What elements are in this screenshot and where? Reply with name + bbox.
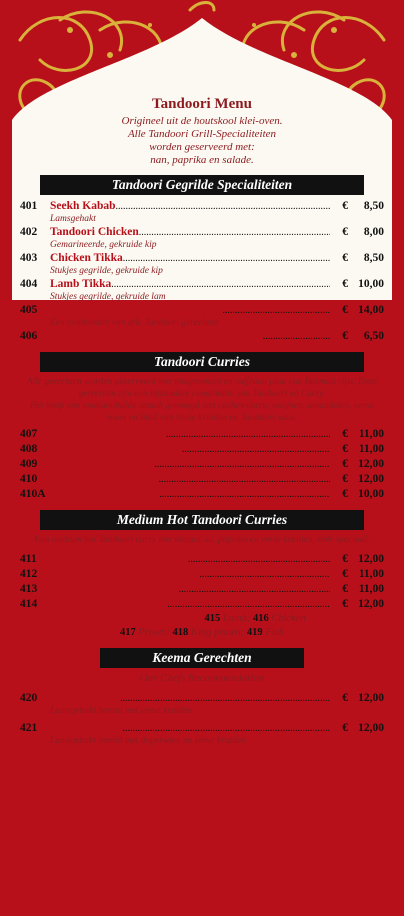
item-price: 11,00 bbox=[358, 568, 384, 580]
item-name: Tandoori Chicken bbox=[50, 226, 139, 238]
currency: € bbox=[342, 200, 348, 212]
item-price: 11,00 bbox=[358, 583, 384, 595]
currency: € bbox=[342, 473, 348, 485]
item-name: Lamb Tikka Jal-Ferizi (hot) bbox=[50, 553, 188, 565]
item-number: 405 bbox=[20, 304, 38, 316]
menu-item bbox=[20, 457, 384, 472]
item-price: 12,00 bbox=[358, 722, 384, 734]
item-name: Lamb Tikka Massala bbox=[50, 458, 155, 470]
item-number: 408 bbox=[20, 443, 38, 455]
section-banner-hot: Medium Hot Tandoori Curries bbox=[40, 510, 364, 530]
keema-list bbox=[20, 691, 384, 747]
intro-line-2: Alle Tandoori Grill-Specialiteiten bbox=[127, 128, 277, 140]
currency: € bbox=[342, 252, 348, 264]
hot-note: Een medium hot Tandoori curry met tomaat, ui, paprika en verse kruiden, zéér speciaal. bbox=[34, 535, 370, 545]
curries-note-1: Alle gerechten worden geserveerd met mixgroenten en saffraan plau van Basmati rijst. Deze gerechten zijn een bijzondere combinatie van Tandoori en Curry. bbox=[26, 377, 378, 399]
tawa-name: Prawn; bbox=[138, 627, 170, 638]
item-price: 11,00 bbox=[358, 443, 384, 455]
menu-item bbox=[20, 487, 384, 502]
fax-number: Fax: 070 - 415 44 64 bbox=[160, 845, 288, 861]
item-price: 12,00 bbox=[358, 458, 384, 470]
menu-item bbox=[20, 597, 384, 612]
item-number: 402 bbox=[20, 226, 38, 238]
currency: € bbox=[342, 458, 348, 470]
tawa-name: King prawn; bbox=[190, 627, 245, 638]
item-number: 421 bbox=[20, 722, 38, 734]
item-number: 407 bbox=[20, 428, 38, 440]
item-number: 414 bbox=[20, 598, 38, 610]
menu-item bbox=[20, 582, 384, 597]
restaurant-phone: Restaurant tel.: 070 - 390 67 15 bbox=[92, 801, 285, 817]
item-price: 10,00 bbox=[358, 488, 384, 500]
tawa-num: 418 bbox=[172, 627, 189, 638]
intro-line-3: worden geserveerd met: bbox=[149, 141, 255, 153]
leader-dots bbox=[123, 252, 330, 266]
item-name: Lasanie Tandoori Mixed Grill Spec bbox=[50, 304, 223, 316]
item-price: 12,00 bbox=[358, 598, 384, 610]
tandoori-menu-title: Tandoori Menu bbox=[152, 96, 252, 112]
keema-subtitle: Our Chefs Recommendation bbox=[139, 672, 265, 684]
tawa-num: 415 bbox=[204, 613, 221, 624]
currency: € bbox=[342, 443, 348, 455]
item-name: Keema Bhuna bbox=[50, 692, 120, 704]
currency: € bbox=[342, 330, 348, 342]
leader-dots bbox=[154, 458, 330, 472]
item-name: Lamb Tikka Chilli Frey bbox=[50, 598, 168, 610]
item-name: Seekh Kabab bbox=[50, 200, 116, 212]
menu-item bbox=[20, 427, 384, 442]
leader-dots bbox=[199, 568, 330, 582]
menu-item bbox=[20, 552, 384, 567]
leader-dots bbox=[182, 443, 330, 457]
menu-item bbox=[20, 721, 384, 747]
menu-item bbox=[20, 329, 384, 344]
item-name: Chicken Tikka Massala bbox=[50, 428, 166, 440]
currency: € bbox=[342, 598, 348, 610]
tawa-line-2 bbox=[20, 626, 384, 640]
currency: € bbox=[342, 488, 348, 500]
item-number: 401 bbox=[20, 200, 38, 212]
item-description: Gemarineerde, gekruide kip bbox=[50, 240, 157, 250]
curries-note-2: Het heeft een medium/milde smaak gemengd met cashewnoten, rozijnen, amandelen, verse room en blad van verse kruiden en Tandoori saus. bbox=[30, 401, 374, 423]
leader-dots bbox=[122, 722, 330, 736]
tawa-num: 419 bbox=[246, 627, 263, 638]
leader-dots bbox=[111, 278, 330, 292]
item-number: 410A bbox=[20, 488, 46, 500]
leader-dots bbox=[120, 692, 330, 706]
item-price: 6,50 bbox=[363, 330, 384, 342]
section-banner-keema: Keema Gerechten bbox=[100, 648, 304, 668]
leader-dots bbox=[116, 200, 330, 214]
item-name: Chicken Tikka Jal-Ferizi (hot) bbox=[50, 568, 200, 580]
item-name: Shami Kabab ( lamsgehakt met gele linzen) bbox=[50, 330, 263, 342]
currency: € bbox=[342, 722, 348, 734]
item-description: Lamsgehakt bereid met doperwten en verse kruiden bbox=[50, 736, 246, 746]
item-number: 409 bbox=[20, 458, 38, 470]
intro-line-4: nan, paprika en salade. bbox=[150, 154, 254, 166]
item-name: Chicken Tikka bbox=[50, 252, 123, 264]
leader-dots bbox=[159, 473, 330, 487]
menu-item bbox=[20, 225, 384, 251]
tawa-num: 417 bbox=[120, 627, 136, 638]
leader-dots bbox=[159, 488, 330, 502]
tawa-name: Lamb; bbox=[222, 613, 251, 624]
menu-item bbox=[20, 303, 384, 329]
item-number: 406 bbox=[20, 330, 38, 342]
item-description: Lamsgehakt bbox=[50, 214, 96, 224]
leader-dots bbox=[263, 330, 330, 344]
currency: € bbox=[342, 568, 348, 580]
hot-list bbox=[20, 552, 384, 612]
leader-dots bbox=[167, 598, 330, 612]
item-price: 8,50 bbox=[363, 252, 384, 264]
leader-dots bbox=[179, 583, 330, 597]
grill-list bbox=[20, 199, 384, 344]
currency: € bbox=[342, 428, 348, 440]
item-number: 413 bbox=[20, 583, 38, 595]
intro-line-1: Origineel uit de houtskool klei-oven. bbox=[121, 115, 283, 127]
item-name: Seekh Kabab Massala bbox=[50, 473, 159, 485]
currency: € bbox=[342, 226, 348, 238]
menu-item bbox=[20, 199, 384, 225]
item-name: Tandoori Chicken Massala bbox=[50, 443, 182, 455]
item-price: 11,00 bbox=[358, 428, 384, 440]
tawa-name: Chicken bbox=[271, 613, 306, 624]
item-name: Lamb Tikka bbox=[50, 278, 112, 290]
item-description: Een combinatie van alle Tandoori gerechten bbox=[50, 318, 219, 328]
buffet-note: Lopend Buffet is op afspraak en zondags bbox=[62, 779, 307, 795]
currency: € bbox=[342, 278, 348, 290]
item-number: 410 bbox=[20, 473, 38, 485]
delivery-phone: Bezorging tel.: 070 - 414 00 50 bbox=[96, 823, 284, 839]
item-number: 420 bbox=[20, 692, 38, 704]
menu-item bbox=[20, 472, 384, 487]
menu-item bbox=[20, 442, 384, 457]
item-price: 8,00 bbox=[363, 226, 384, 238]
item-name: Paneer Tikka Massala bbox=[50, 488, 160, 500]
item-price: 8,50 bbox=[363, 200, 384, 212]
menu-item bbox=[20, 567, 384, 582]
leader-dots bbox=[223, 304, 330, 318]
item-name: Chicken Tikka Chilli Frey bbox=[50, 583, 179, 595]
leader-dots bbox=[166, 428, 330, 442]
leader-dots bbox=[139, 226, 330, 240]
currency: € bbox=[342, 553, 348, 565]
curries-list bbox=[20, 427, 384, 502]
item-price: 10,00 bbox=[358, 278, 384, 290]
currency: € bbox=[342, 692, 348, 704]
item-number: 412 bbox=[20, 568, 38, 580]
item-number: 411 bbox=[20, 553, 37, 565]
tawa-name: Fish bbox=[265, 627, 284, 638]
item-price: 12,00 bbox=[358, 692, 384, 704]
section-banner-curries: Tandoori Curries bbox=[40, 352, 364, 372]
tawa-num: 416 bbox=[252, 613, 269, 624]
item-price: 14,00 bbox=[358, 304, 384, 316]
item-number: 403 bbox=[20, 252, 38, 264]
menu-item bbox=[20, 251, 384, 277]
item-price: 12,00 bbox=[358, 553, 384, 565]
currency: € bbox=[342, 583, 348, 595]
item-description: Stukjes gegrilde, gekruide lam bbox=[50, 292, 166, 302]
menu-item bbox=[20, 691, 384, 717]
item-name: Keema Mattar bbox=[50, 722, 123, 734]
menu-content bbox=[20, 96, 384, 747]
menu-item bbox=[20, 277, 384, 303]
leader-dots bbox=[188, 553, 330, 567]
currency: € bbox=[342, 304, 348, 316]
tawa-line-1 bbox=[20, 612, 384, 626]
item-number: 404 bbox=[20, 278, 38, 290]
tawa-label: TAWA-GERECHTEN: bbox=[98, 613, 202, 624]
item-description: Stukjes gegrilde, gekruide kip bbox=[50, 266, 163, 276]
item-price: 12,00 bbox=[358, 473, 384, 485]
contact-footer bbox=[12, 776, 392, 864]
section-banner-grill: Tandoori Gegrilde Specialiteiten bbox=[40, 175, 364, 195]
item-description: Lamsgehakt bereid met verse kruiden bbox=[50, 706, 193, 716]
